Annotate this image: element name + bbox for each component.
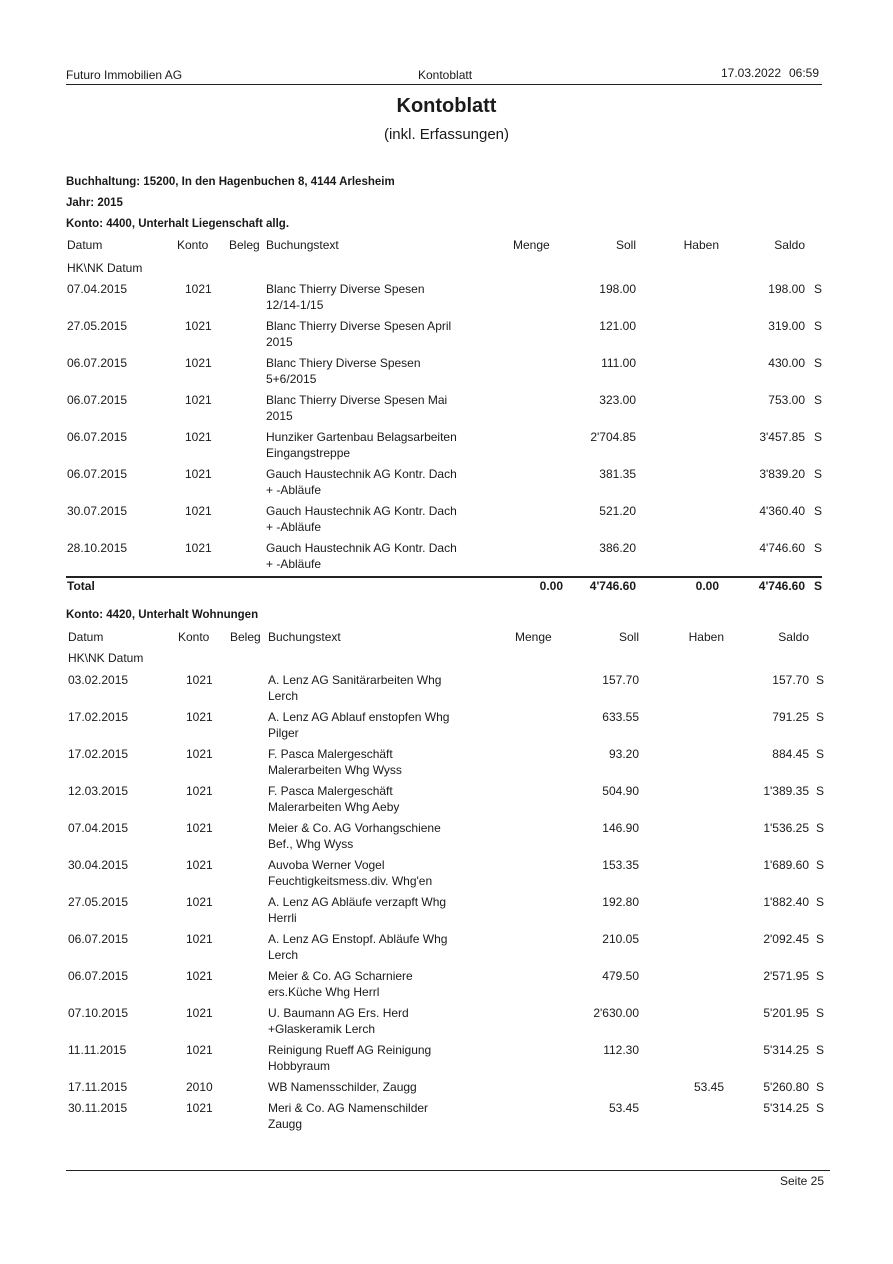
row-buchungstext: F. Pasca Malergeschäft bbox=[268, 747, 393, 761]
buchhaltung-info: Buchhaltung: 15200, In den Hagenbuchen 8, 4144 Arlesheim bbox=[66, 176, 395, 188]
row-datum: 06.07.2015 bbox=[68, 932, 129, 946]
row-buchungstext-line2: 12/14-1/15 bbox=[266, 298, 324, 312]
row-saldo: 1'536.25 bbox=[763, 821, 809, 835]
row-saldo-sh: S bbox=[816, 710, 825, 724]
col-header-konto: Konto bbox=[177, 238, 209, 252]
row-saldo-sh: S bbox=[814, 541, 823, 555]
row-buchungstext: Blanc Thierry Diverse Spesen Mai bbox=[266, 393, 448, 407]
row-buchungstext: Hunziker Gartenbau Belagsarbeiten bbox=[266, 430, 457, 444]
row-saldo: 1'689.60 bbox=[763, 858, 809, 872]
row-saldo-sh: S bbox=[814, 393, 823, 407]
row-soll: 146.90 bbox=[602, 821, 639, 835]
row-konto: 1021 bbox=[186, 784, 213, 798]
row-datum: 30.11.2015 bbox=[68, 1101, 128, 1115]
row-soll: 323.00 bbox=[599, 393, 636, 407]
row-konto: 1021 bbox=[186, 710, 213, 724]
row-datum: 06.07.2015 bbox=[67, 356, 128, 370]
row-soll: 112.30 bbox=[603, 1043, 639, 1057]
col-header-datum: Datum bbox=[68, 630, 104, 644]
row-soll: 93.20 bbox=[608, 747, 639, 761]
row-buchungstext: Blanc Thierry Diverse Spesen April bbox=[266, 319, 452, 333]
row-buchungstext-line2: Feuchtigkeitsmess.div. Whg'en bbox=[268, 874, 433, 888]
row-buchungstext: Gauch Haustechnik AG Kontr. Dach bbox=[266, 541, 457, 555]
row-konto: 1021 bbox=[185, 430, 212, 444]
row-datum: 03.02.2015 bbox=[68, 673, 129, 687]
row-saldo-sh: S bbox=[816, 673, 825, 687]
row-soll: 198.00 bbox=[599, 282, 636, 296]
row-buchungstext: Gauch Haustechnik AG Kontr. Dach bbox=[266, 467, 457, 481]
row-buchungstext: Meier & Co. AG Vorhangschiene bbox=[268, 821, 441, 835]
row-buchungstext-line2: Herrli bbox=[268, 911, 297, 925]
row-saldo-sh: S bbox=[816, 1043, 825, 1057]
row-saldo: 430.00 bbox=[768, 356, 805, 370]
row-saldo: 2'571.95 bbox=[763, 969, 809, 983]
row-saldo-sh: S bbox=[816, 969, 825, 983]
row-buchungstext-line2: Eingangstreppe bbox=[266, 446, 351, 460]
row-buchungstext-line2: + -Abläufe bbox=[266, 557, 322, 571]
col-header-menge: Menge bbox=[513, 238, 550, 252]
row-saldo-sh: S bbox=[814, 504, 823, 518]
row-saldo-sh: S bbox=[814, 356, 823, 370]
footer-divider bbox=[66, 1170, 830, 1171]
row-buchungstext: WB Namensschilder, Zaugg bbox=[268, 1080, 417, 1094]
row-buchungstext: Meri & Co. AG Namenschilder bbox=[268, 1101, 429, 1115]
col-header-buchungstext: Buchungstext bbox=[266, 238, 339, 252]
row-soll: 504.90 bbox=[602, 784, 639, 798]
col-header-haben: Haben bbox=[688, 630, 724, 644]
row-konto: 1021 bbox=[186, 969, 213, 983]
row-buchungstext: Blanc Thierry Diverse Spesen bbox=[266, 282, 425, 296]
row-datum: 17.02.2015 bbox=[68, 747, 129, 761]
row-saldo-sh: S bbox=[816, 821, 825, 835]
row-buchungstext: U. Baumann AG Ers. Herd bbox=[268, 1006, 409, 1020]
col-header-beleg: Beleg bbox=[230, 630, 261, 644]
total-label: Total bbox=[67, 579, 95, 593]
row-datum: 30.04.2015 bbox=[68, 858, 129, 872]
row-buchungstext: Auvoba Werner Vogel bbox=[268, 858, 385, 872]
row-saldo: 1'882.40 bbox=[763, 895, 809, 909]
row-soll: 633.55 bbox=[602, 710, 639, 724]
row-datum: 06.07.2015 bbox=[67, 430, 128, 444]
row-datum: 06.07.2015 bbox=[67, 467, 128, 481]
row-buchungstext-line2: Lerch bbox=[268, 948, 299, 962]
row-datum: 12.03.2015 bbox=[68, 784, 129, 798]
row-konto: 1021 bbox=[186, 932, 213, 946]
row-buchungstext-line2: ers.Küche Whg Herrl bbox=[268, 985, 380, 999]
row-buchungstext-line2: 2015 bbox=[266, 335, 293, 349]
row-konto: 1021 bbox=[185, 541, 212, 555]
row-saldo: 157.70 bbox=[772, 673, 809, 687]
col-header-konto: Konto bbox=[178, 630, 210, 644]
row-soll: 210.05 bbox=[602, 932, 639, 946]
row-konto: 1021 bbox=[186, 821, 213, 835]
row-buchungstext: Gauch Haustechnik AG Kontr. Dach bbox=[266, 504, 457, 518]
row-konto: 1021 bbox=[186, 1006, 213, 1020]
row-datum: 17.11.2015 bbox=[68, 1080, 128, 1094]
row-konto: 1021 bbox=[185, 393, 212, 407]
row-datum: 06.07.2015 bbox=[68, 969, 129, 983]
account-title: Konto: 4400, Unterhalt Liegenschaft allg. bbox=[66, 218, 290, 230]
header-time: 06:59 bbox=[789, 66, 820, 80]
row-konto: 1021 bbox=[185, 356, 212, 370]
row-datum: 07.04.2015 bbox=[67, 282, 128, 296]
row-datum: 30.07.2015 bbox=[67, 504, 128, 518]
row-saldo-sh: S bbox=[816, 1006, 825, 1020]
page-number: Seite 25 bbox=[780, 1174, 825, 1188]
row-soll: 2'630.00 bbox=[593, 1006, 639, 1020]
row-datum: 27.05.2015 bbox=[68, 895, 129, 909]
col-header-saldo: Saldo bbox=[778, 630, 809, 644]
row-saldo: 4'360.40 bbox=[759, 504, 805, 518]
row-buchungstext-line2: 5+6/2015 bbox=[266, 372, 317, 386]
row-saldo: 1'389.35 bbox=[763, 784, 809, 798]
row-soll: 386.20 bbox=[599, 541, 636, 555]
row-konto: 1021 bbox=[186, 747, 213, 761]
row-soll: 111.00 bbox=[601, 356, 636, 370]
page-subtitle: (inkl. Erfassungen) bbox=[383, 126, 510, 143]
row-buchungstext-line2: + -Abläufe bbox=[266, 520, 322, 534]
row-saldo-sh: S bbox=[816, 1101, 825, 1115]
row-konto: 1021 bbox=[185, 467, 212, 481]
total-saldo-sh: S bbox=[814, 579, 823, 593]
row-buchungstext: A. Lenz AG Enstopf. Abläufe Whg bbox=[268, 932, 448, 946]
row-soll: 121.00 bbox=[599, 319, 636, 333]
row-saldo: 3'839.20 bbox=[759, 467, 805, 481]
col-header-hknk-datum: HK\NK Datum bbox=[68, 651, 144, 665]
row-saldo-sh: S bbox=[816, 784, 825, 798]
row-soll: 192.80 bbox=[602, 895, 639, 909]
row-soll: 153.35 bbox=[602, 858, 639, 872]
row-buchungstext-line2: Bef., Whg Wyss bbox=[268, 837, 354, 851]
row-soll: 479.50 bbox=[602, 969, 639, 983]
col-header-soll: Soll bbox=[615, 238, 636, 252]
row-saldo: 5'260.80 bbox=[763, 1080, 809, 1094]
total-divider bbox=[66, 576, 822, 578]
row-saldo: 753.00 bbox=[768, 393, 805, 407]
row-buchungstext: A. Lenz AG Ablauf enstopfen Whg bbox=[268, 710, 450, 724]
row-saldo: 198.00 bbox=[768, 282, 805, 296]
row-buchungstext: Reinigung Rueff AG Reinigung bbox=[268, 1043, 432, 1057]
row-konto: 1021 bbox=[185, 319, 212, 333]
row-saldo-sh: S bbox=[816, 895, 825, 909]
row-buchungstext-line2: Zaugg bbox=[268, 1117, 303, 1131]
total-menge: 0.00 bbox=[539, 579, 563, 593]
row-soll: 2'704.85 bbox=[590, 430, 636, 444]
row-konto: 1021 bbox=[186, 1101, 213, 1115]
page-title: Kontoblatt bbox=[396, 95, 497, 117]
row-saldo: 5'314.25 bbox=[763, 1101, 809, 1115]
row-datum: 28.10.2015 bbox=[67, 541, 128, 555]
row-saldo: 791.25 bbox=[772, 710, 809, 724]
col-header-haben: Haben bbox=[683, 238, 719, 252]
col-header-datum: Datum bbox=[67, 238, 103, 252]
header-divider bbox=[66, 84, 822, 85]
row-buchungstext-line2: Malerarbeiten Whg Aeby bbox=[268, 800, 400, 814]
row-soll: 53.45 bbox=[608, 1101, 639, 1115]
row-konto: 2010 bbox=[186, 1080, 213, 1094]
row-datum: 06.07.2015 bbox=[67, 393, 128, 407]
row-saldo-sh: S bbox=[814, 319, 823, 333]
row-saldo: 319.00 bbox=[768, 319, 805, 333]
row-buchungstext: Meier & Co. AG Scharniere bbox=[268, 969, 413, 983]
row-datum: 07.04.2015 bbox=[68, 821, 129, 835]
row-buchungstext: A. Lenz AG Abläufe verzapft Whg bbox=[268, 895, 447, 909]
account-title: Konto: 4420, Unterhalt Wohnungen bbox=[66, 609, 259, 621]
row-buchungstext-line2: 2015 bbox=[266, 409, 293, 423]
row-saldo-sh: S bbox=[816, 1080, 825, 1094]
row-saldo: 4'746.60 bbox=[759, 541, 805, 555]
row-konto: 1021 bbox=[186, 858, 213, 872]
row-datum: 27.05.2015 bbox=[67, 319, 128, 333]
row-saldo-sh: S bbox=[814, 282, 823, 296]
row-datum: 17.02.2015 bbox=[68, 710, 129, 724]
total-soll: 4'746.60 bbox=[589, 579, 636, 593]
row-soll: 521.20 bbox=[599, 504, 636, 518]
row-haben: 53.45 bbox=[693, 1080, 724, 1094]
row-saldo: 3'457.85 bbox=[759, 430, 805, 444]
row-buchungstext-line2: Malerarbeiten Whg Wyss bbox=[268, 763, 402, 777]
row-saldo-sh: S bbox=[816, 747, 825, 761]
col-header-menge: Menge bbox=[515, 630, 552, 644]
row-buchungstext: F. Pasca Malergeschäft bbox=[268, 784, 393, 798]
row-buchungstext-line2: +Glaskeramik Lerch bbox=[268, 1022, 376, 1036]
row-datum: 11.11.2015 bbox=[68, 1043, 127, 1057]
row-konto: 1021 bbox=[186, 895, 213, 909]
row-konto: 1021 bbox=[185, 282, 212, 296]
row-saldo-sh: S bbox=[814, 467, 823, 481]
header-title: Kontoblatt bbox=[418, 68, 473, 82]
row-datum: 07.10.2015 bbox=[68, 1006, 129, 1020]
row-konto: 1021 bbox=[186, 673, 213, 687]
jahr-info: Jahr: 2015 bbox=[66, 197, 123, 209]
row-buchungstext-line2: Hobbyraum bbox=[268, 1059, 331, 1073]
row-saldo: 884.45 bbox=[772, 747, 809, 761]
col-header-saldo: Saldo bbox=[774, 238, 805, 252]
col-header-soll: Soll bbox=[618, 630, 639, 644]
col-header-buchungstext: Buchungstext bbox=[268, 630, 341, 644]
row-saldo-sh: S bbox=[816, 932, 825, 946]
row-konto: 1021 bbox=[186, 1043, 213, 1057]
row-saldo: 2'092.45 bbox=[763, 932, 809, 946]
row-saldo-sh: S bbox=[816, 858, 825, 872]
row-saldo: 5'314.25 bbox=[763, 1043, 809, 1057]
row-buchungstext: A. Lenz AG Sanitärarbeiten Whg bbox=[268, 673, 442, 687]
col-header-hknk-datum: HK\NK Datum bbox=[67, 261, 143, 275]
company-name: Futuro Immobilien AG bbox=[66, 68, 183, 82]
row-saldo-sh: S bbox=[814, 430, 823, 444]
total-saldo: 4'746.60 bbox=[758, 579, 805, 593]
header-date: 17.03.2022 bbox=[721, 66, 782, 80]
total-haben: 0.00 bbox=[695, 579, 719, 593]
row-saldo: 5'201.95 bbox=[763, 1006, 809, 1020]
row-soll: 157.70 bbox=[602, 673, 639, 687]
row-buchungstext: Blanc Thiery Diverse Spesen bbox=[266, 356, 421, 370]
row-buchungstext-line2: Pilger bbox=[268, 726, 299, 740]
row-buchungstext-line2: Lerch bbox=[268, 689, 299, 703]
row-buchungstext-line2: + -Abläufe bbox=[266, 483, 322, 497]
col-header-beleg: Beleg bbox=[229, 238, 260, 252]
row-soll: 381.35 bbox=[599, 467, 636, 481]
row-konto: 1021 bbox=[185, 504, 212, 518]
